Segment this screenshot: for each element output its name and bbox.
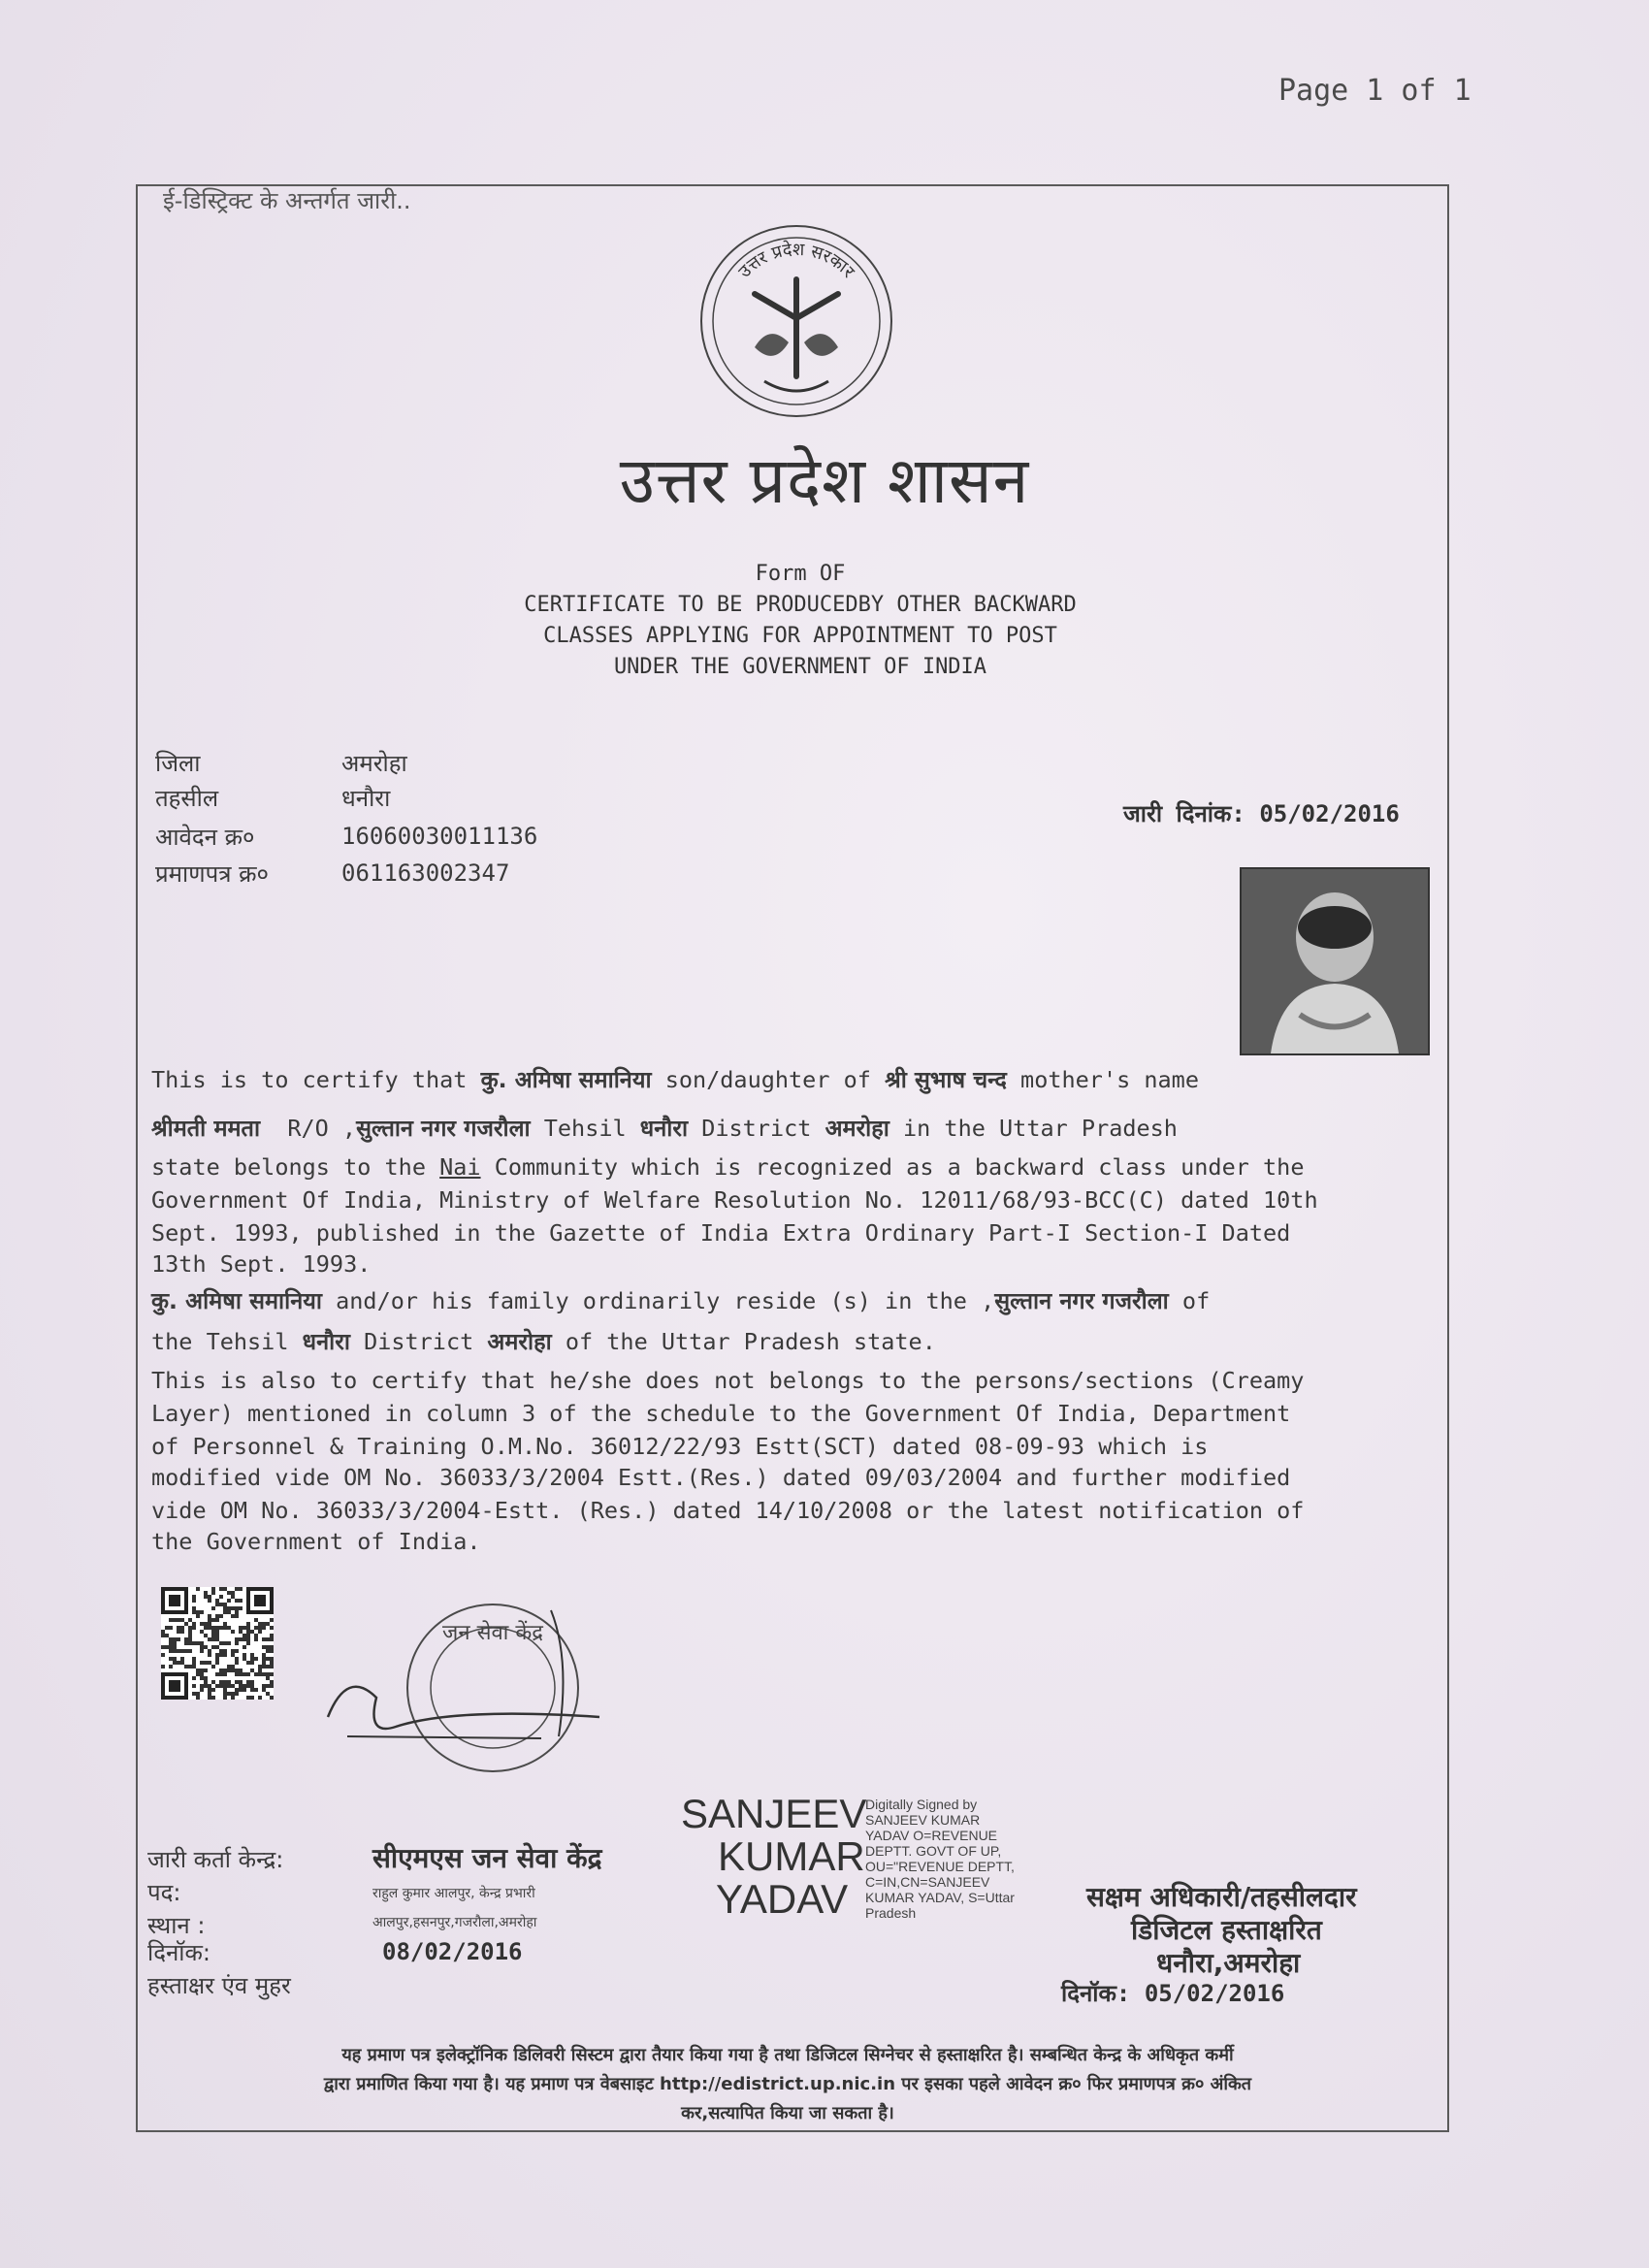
- authority-digital-signed: डिजिटल हस्ताक्षरित: [1131, 1914, 1322, 1946]
- certify-line: Sept. 1993, published in the Gazette of India Extra Ordinary Part-I Section-I Dated: [151, 1219, 1291, 1247]
- certify-line: [151, 1150, 1432, 1183]
- issued-under-note: ई-डिस्ट्रिक्ट के अन्तर्गत जारी..: [163, 187, 411, 214]
- district-value: अमरोहा: [341, 750, 407, 777]
- document-title: उत्तर प्रदेश शासन: [619, 443, 1030, 518]
- seal-text: जन सेवा केंद्र: [442, 1621, 543, 1645]
- emblem-text: उत्तर प्रदेश सरकार: [734, 239, 858, 282]
- text-span: This is to certify that: [151, 1066, 481, 1093]
- creamy-layer-line: Layer) mentioned in column 3 of the schedule to the Government Of India, Department: [151, 1400, 1291, 1427]
- page-number: Page 1 of 1: [1278, 74, 1471, 108]
- creamy-layer-line: This is also to certify that he/she does not belongs to the persons/sections (Creamy: [151, 1367, 1305, 1394]
- center-in-charge: राहुल कुमार आलपुर, केन्द्र प्रभारी: [372, 1886, 535, 1901]
- certify-line: [151, 1063, 1432, 1096]
- text-span: of: [1168, 1287, 1211, 1314]
- qr-code: [161, 1587, 274, 1700]
- tehsil-value: धनौरा: [341, 785, 391, 812]
- signer-name-line: YADAV: [716, 1876, 849, 1922]
- text-span: the Tehsil: [151, 1328, 303, 1355]
- creamy-layer-line: of Personnel & Training O.M.No. 36012/22/93 Estt(SCT) dated 08-09-93 which is: [151, 1433, 1209, 1460]
- applicant-name: कु. अमिषा समानिया: [480, 1066, 652, 1093]
- applicant-name: कु. अमिषा समानिया: [151, 1287, 322, 1314]
- tehsil-label: तहसील: [155, 785, 219, 812]
- authority-title: सक्षम अधिकारी/तहसीलदार: [1086, 1881, 1357, 1913]
- district-name: अमरोहा: [824, 1115, 889, 1142]
- form-heading-line: CLASSES APPLYING FOR APPOINTMENT TO POST: [543, 624, 1057, 648]
- center-date: 08/02/2016: [382, 1938, 523, 1965]
- text-span: son/daughter of: [651, 1066, 886, 1093]
- disclaimer-line: यह प्रमाण पत्र इलेक्ट्रॉनिक डिलिवरी सिस्टम द्वारा तैयार किया गया है तथा डिजिटल सिग्नेचर से हस्ताक्षरित है। सम्बन्धित केन्द्र के अधिकृत कर्मी: [341, 2045, 1234, 2065]
- residence-line: [151, 1325, 1432, 1358]
- svg-text:उत्तर प्रदेश सरकार: [734, 239, 858, 282]
- creamy-layer-line: vide OM No. 36033/3/2004-Estt. (Res.) dated 14/10/2008 or the latest notification of: [151, 1497, 1305, 1524]
- address: सुल्तान नगर गजरौला: [994, 1287, 1169, 1314]
- authority-date: दिनॉक: 05/02/2016: [1061, 1980, 1285, 2007]
- tehsil-name: धनौरा: [302, 1328, 350, 1355]
- address: सुल्तान नगर गजरौला: [356, 1115, 531, 1142]
- mother-name: श्रीमती ममता: [151, 1115, 261, 1142]
- signer-name-line: SANJEEV: [681, 1791, 867, 1836]
- form-heading-line: CERTIFICATE TO BE PRODUCEDBY OTHER BACKWARD: [524, 593, 1077, 617]
- text-span: mother's name: [1006, 1066, 1199, 1093]
- place-label: स्थान :: [147, 1912, 206, 1939]
- issue-date: जारी दिनांक: 05/02/2016: [1123, 800, 1400, 827]
- text-span: Community which is recognized as a backward class under the: [480, 1153, 1305, 1181]
- text-span: District: [349, 1328, 488, 1355]
- text-span: of the Uttar Pradesh state.: [551, 1328, 936, 1355]
- jan-seva-kendra-seal: [308, 1591, 629, 1795]
- district-name: अमरोहा: [487, 1328, 552, 1355]
- text-span: District: [688, 1115, 825, 1142]
- disclaimer-line: कर,सत्यापित किया जा सकता है।: [681, 2103, 894, 2123]
- residence-line: [151, 1284, 1432, 1317]
- form-heading: [369, 559, 1232, 683]
- certify-line: Government Of India, Ministry of Welfare Resolution No. 12011/68/93-BCC(C) dated 10th: [151, 1186, 1318, 1214]
- form-heading-line: Form OF: [755, 562, 846, 586]
- creamy-layer-line: the Government of India.: [151, 1528, 481, 1555]
- disclaimer-line: द्वारा प्रमाणित किया गया है। यह प्रमाण पत्र वेबसाइट http://edistrict.up.nic.in पर इसका पहले आवेदन क्र० फिर प्रमाणपत्र क्र० अंकित: [323, 2074, 1252, 2094]
- issuing-center-label: जारी कर्ता केन्द्र:: [147, 1846, 284, 1873]
- text-span: and/or his family ordinarily reside (s) in the ,: [321, 1287, 995, 1314]
- applicant-photo: [1240, 867, 1430, 1055]
- center-address: आलपुर,हसनपुर,गजरौला,अमरोहा: [372, 1915, 537, 1930]
- authority-location: धनौरा,अमरोहा: [1156, 1947, 1301, 1979]
- certificate-number-value: 061163002347: [341, 859, 510, 887]
- certify-line: [151, 1112, 1432, 1145]
- verification-disclaimer: [157, 2041, 1418, 2128]
- text-span: Tehsil: [530, 1115, 640, 1142]
- community-name: Nai: [439, 1153, 481, 1181]
- certificate-number-label: प्रमाणपत्र क्र०: [155, 860, 269, 888]
- father-name: श्री सुभाष चन्द: [885, 1066, 1007, 1093]
- application-number-value: 16060030011136: [341, 823, 538, 850]
- certify-line: 13th Sept. 1993.: [151, 1250, 372, 1278]
- text-span: in the Uttar Pradesh: [889, 1115, 1178, 1142]
- date-label: दिनॉक:: [147, 1939, 211, 1966]
- application-number-label: आवेदन क्र०: [155, 824, 255, 851]
- signer-name-line: KUMAR: [718, 1833, 865, 1879]
- text-span: R/O ,: [260, 1115, 357, 1142]
- district-label: जिला: [155, 750, 201, 777]
- creamy-layer-line: modified vide OM No. 36033/3/2004 Estt.(Res.) dated 09/03/2004 and further modified: [151, 1464, 1291, 1491]
- form-heading-line: UNDER THE GOVERNMENT OF INDIA: [613, 655, 987, 679]
- digital-signature-details: Digitally Signed by SANJEEV KUMAR YADAV O=REVENUE DEPTT. GOVT OF UP, OU="REVENUE DEPTT, C=IN,CN=SANJEEV KUMAR YADAV, S=Uttar Pradesh: [865, 1797, 1015, 1921]
- tehsil-name: धनौरा: [639, 1115, 689, 1142]
- post-label: पद:: [147, 1879, 181, 1906]
- up-government-emblem: [696, 221, 896, 421]
- text-span: state belongs to the: [151, 1153, 440, 1181]
- signature-seal-label: हस्ताक्षर एंव मुहर: [147, 1972, 291, 1999]
- issuing-center-name: सीएमएस जन सेवा केंद्र: [372, 1842, 602, 1874]
